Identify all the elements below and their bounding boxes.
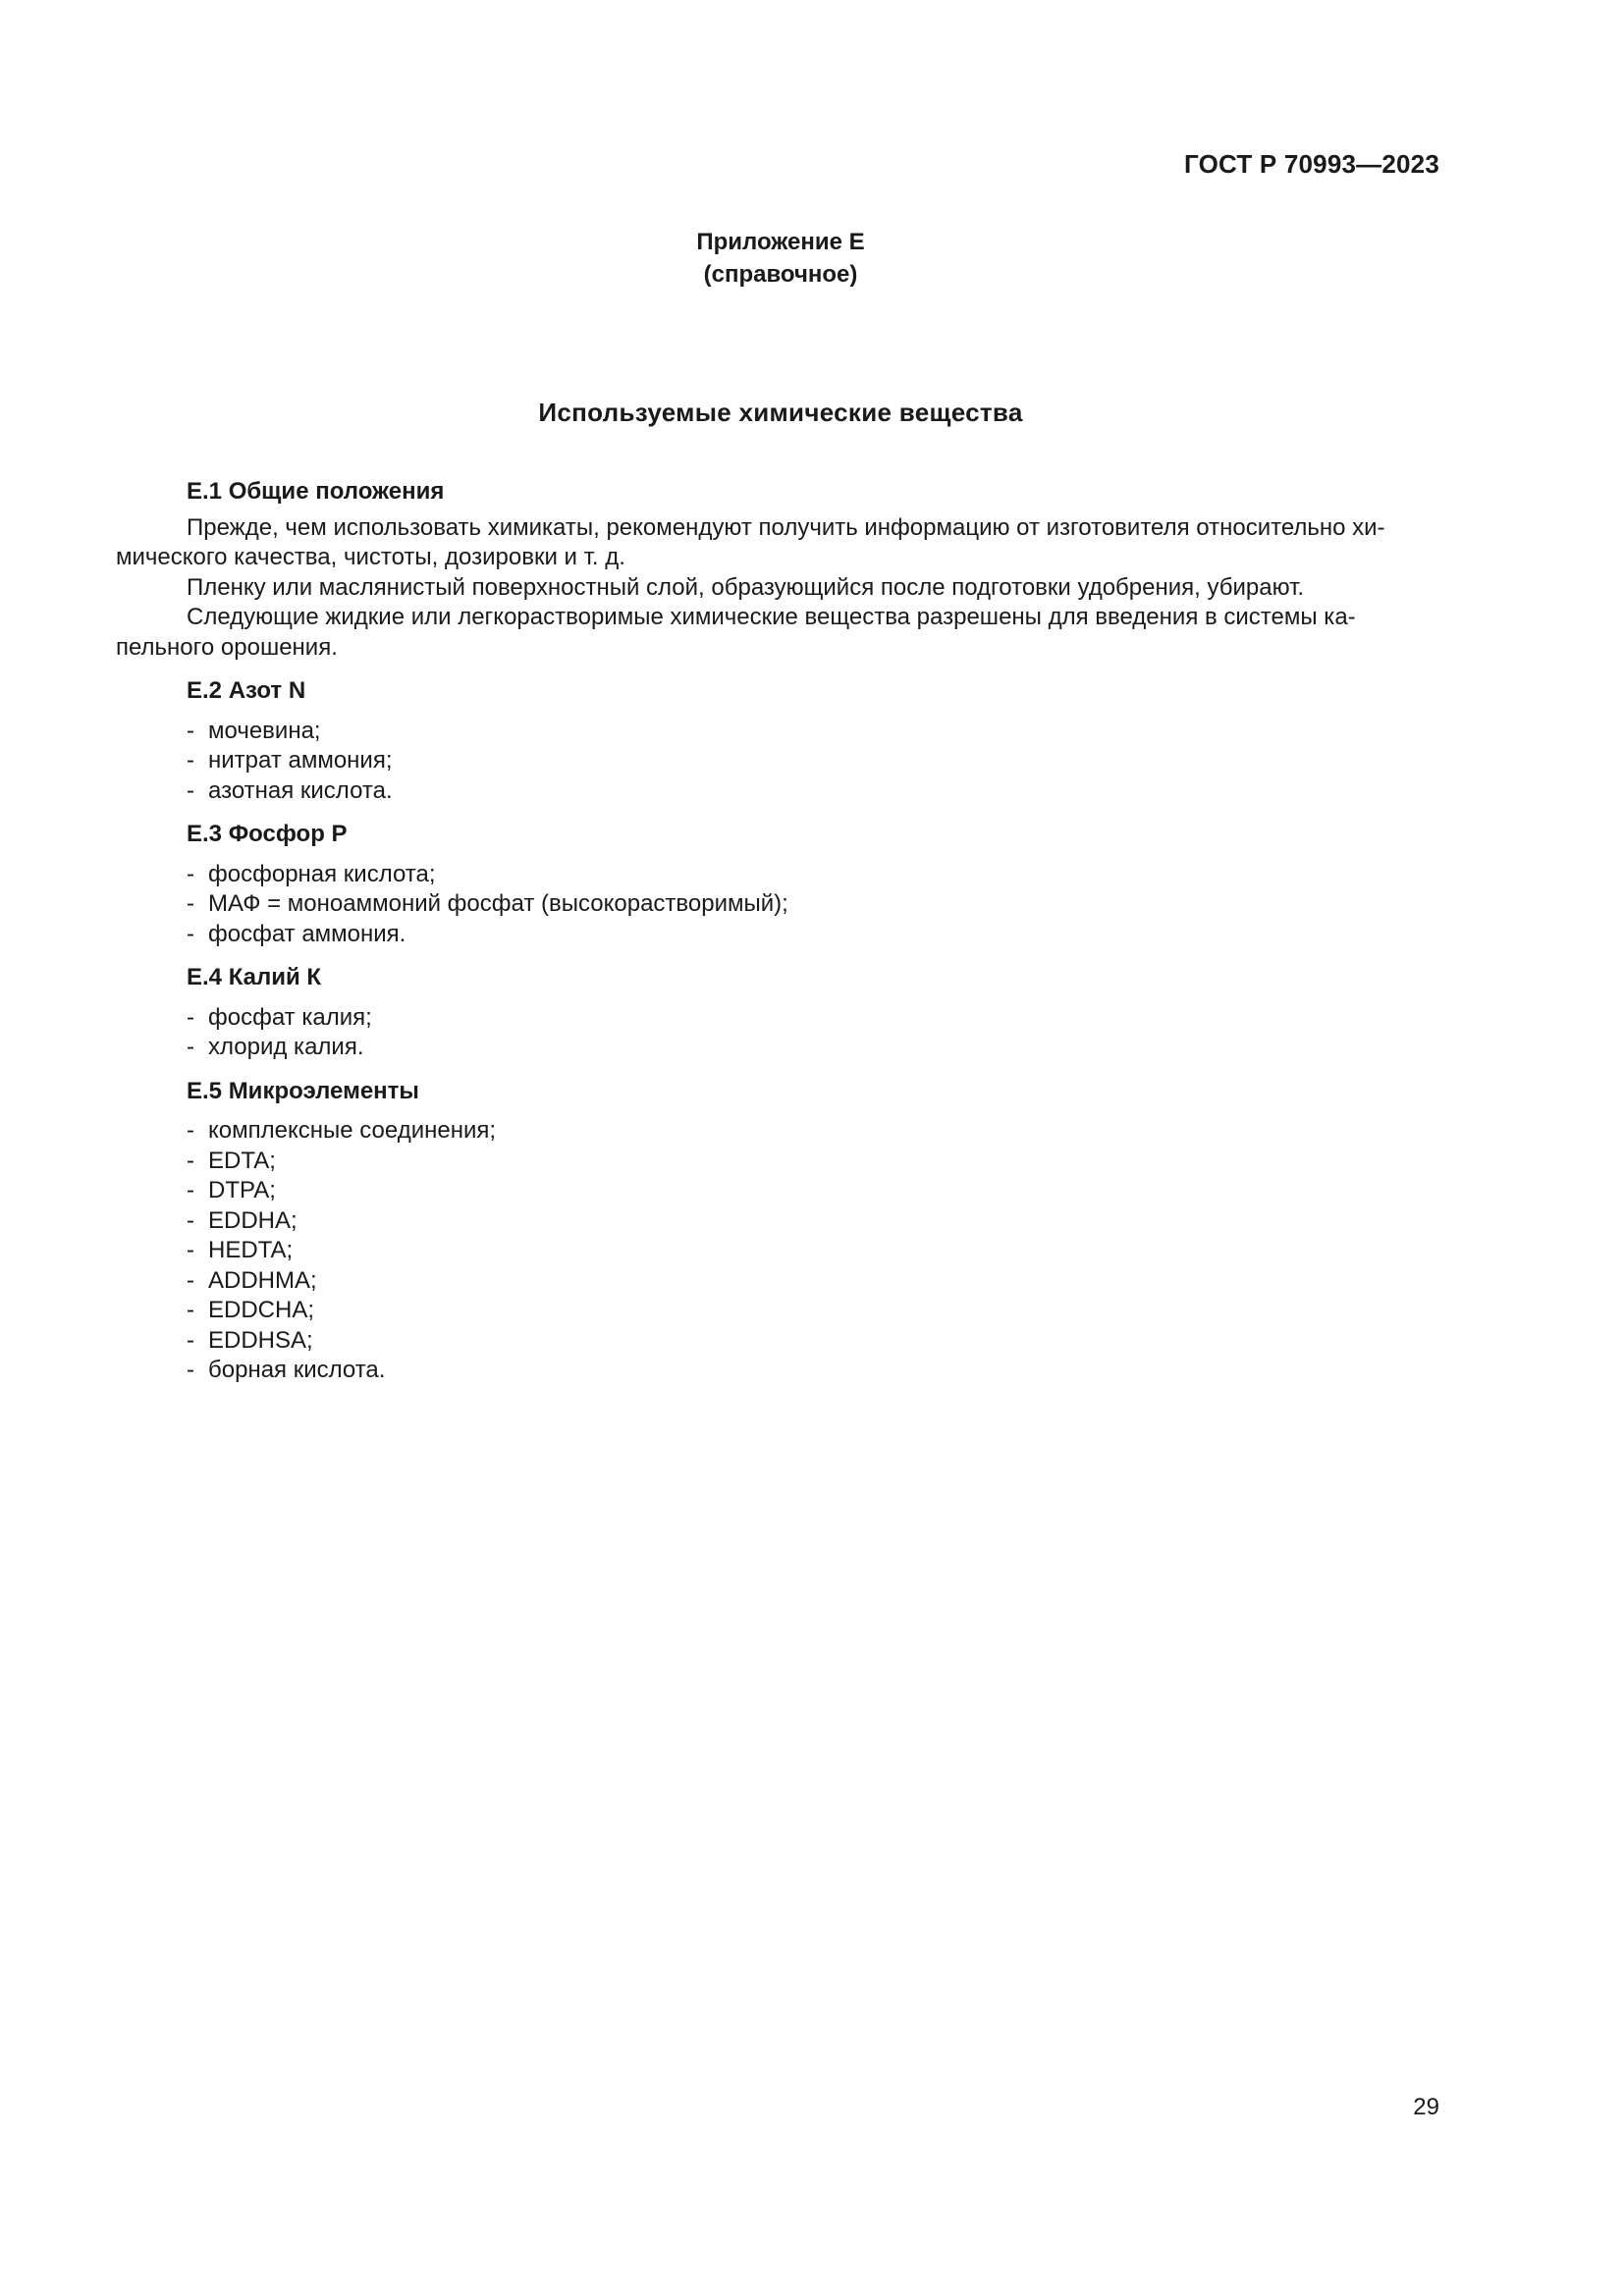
paragraph: Прежде, чем использовать химикаты, рекомендуют получить информацию от изготовителя относительно хи- мического качества, чистоты, дозировки и т. д. (116, 513, 1385, 570)
list (116, 717, 1441, 807)
list-item: - HEDTA; (187, 1237, 294, 1263)
list-item: - азотная кислота. (187, 776, 393, 804)
list-item: - EDDHSA; (187, 1326, 313, 1354)
list-item: - фосфорная кислота; (187, 860, 436, 887)
list-item: - EDTA; (187, 1147, 276, 1174)
section-heading: Е.2 Азот N (187, 677, 306, 704)
list-item: - фосфат калия; (187, 1003, 372, 1031)
list (116, 860, 1441, 950)
list-item: - фосфат аммония. (187, 920, 406, 947)
section-heading: Е.4 Калий К (187, 964, 322, 990)
list (116, 1116, 1441, 1386)
list-item: - EDDHA; (187, 1206, 298, 1234)
appendix-label (0, 226, 1561, 291)
document-code: ГОСТ Р 70993—2023 (1184, 149, 1439, 179)
list-item: - EDDCHA; (187, 1297, 315, 1323)
paragraph: Пленку или маслянистый поверхностный слой, образующийся после подготовки удобрения, убирают. (187, 573, 1305, 601)
section-heading: Е.5 Микроэлементы (187, 1077, 419, 1104)
list-item: - нитрат аммония; (187, 747, 393, 774)
list-item: - хлорид калия. (187, 1034, 364, 1060)
section-heading: Е.3 Фосфор Р (187, 821, 348, 847)
paragraph: Следующие жидкие или легкорастворимые химические вещества разрешены для введения в системы ка- пельного орошения. (116, 604, 1356, 661)
appendix-title: Приложение Е (696, 229, 865, 255)
list (116, 1003, 1441, 1063)
list-item: - МАФ = моноаммоний фосфат (высокорастворимый); (187, 890, 788, 917)
document-body (116, 477, 1441, 1386)
section-heading: Е.1 Общие положения (187, 478, 445, 505)
list-item: - DTPA; (187, 1177, 276, 1203)
page-title: Используемые химические вещества (538, 398, 1023, 427)
list-item: - комплексные соединения; (187, 1117, 497, 1144)
appendix-subtitle: (справочное) (703, 261, 858, 288)
page-number: 29 (1413, 2094, 1439, 2120)
list-item: - борная кислота. (187, 1357, 386, 1383)
list-item: - ADDHMA; (187, 1266, 317, 1294)
list-item: - мочевина; (187, 717, 321, 744)
